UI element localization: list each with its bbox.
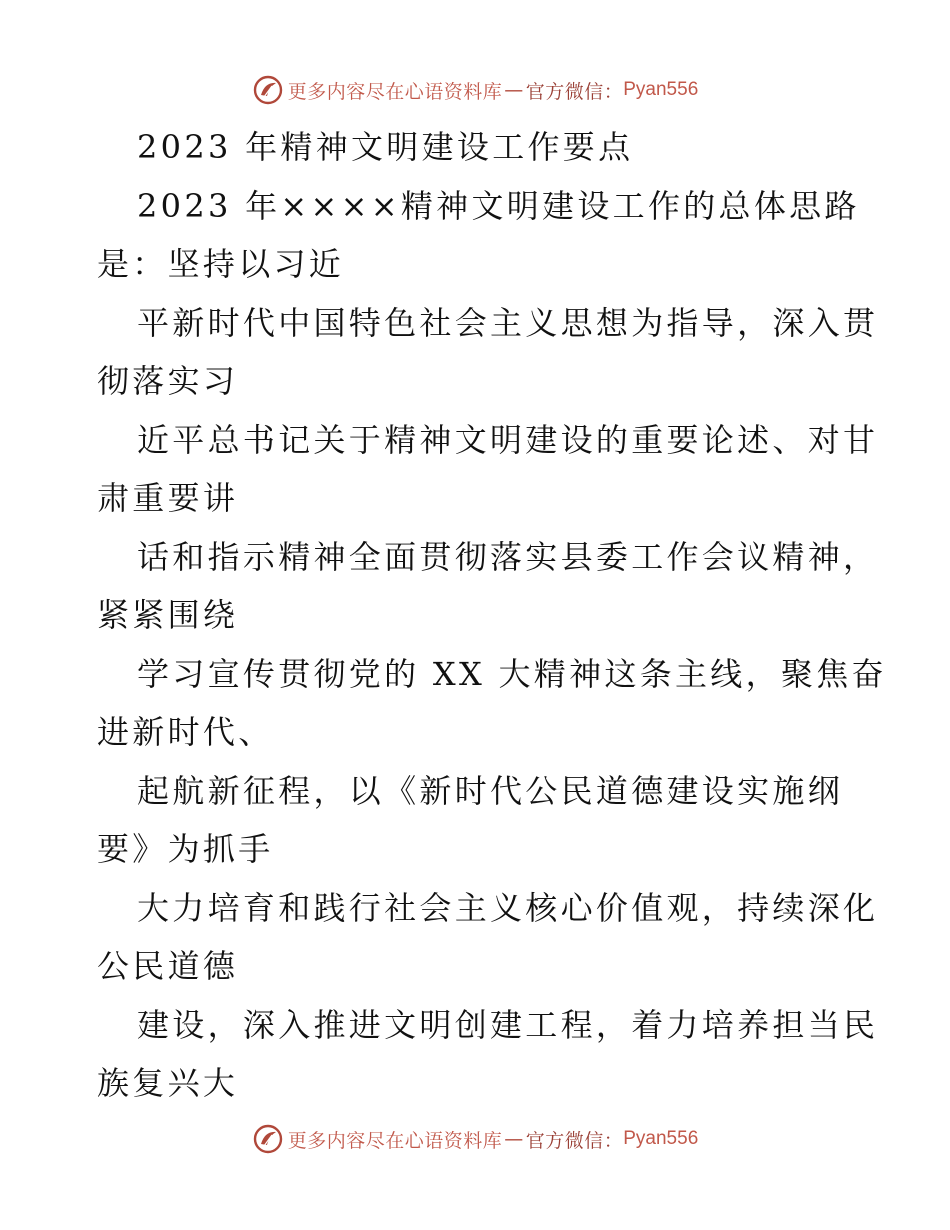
banner-separator: — — [504, 79, 524, 101]
paragraph-line: 大力培育和践行社会主义核心价值观，持续深化 — [137, 888, 879, 927]
paragraph-line: 进新时代、 — [97, 713, 274, 751]
paragraph-line: 肃重要讲 — [97, 479, 239, 517]
paragraph-line: 紧紧围绕 — [97, 596, 239, 634]
banner-official-label: 官方微信： — [525, 80, 624, 103]
paragraph-line: 是：坚持以习近 — [97, 245, 345, 283]
paragraph-line: 2023 年××××精神文明建设工作的总体思路 — [137, 186, 860, 225]
document-body — [97, 118, 887, 1113]
paragraph-line: 要》为抓手 — [97, 830, 274, 868]
banner-wechat-handle: Pyan556 — [623, 1128, 699, 1149]
paragraph-line: 话和指示精神全面贯彻落实县委工作会议精神， — [137, 537, 879, 576]
banner-brand-text: 更多内容尽在心语资料库 — [287, 80, 503, 103]
banner-official-label: 官方微信： — [525, 1129, 624, 1152]
paragraph-line: 族复兴大 — [97, 1064, 239, 1102]
paragraph-line: 平新时代中国特色社会主义思想为指导，深入贯 — [137, 303, 879, 342]
banner-wechat-handle: Pyan556 — [623, 79, 699, 100]
paragraph-line: 学习宣传贯彻党的 XX 大精神这条主线，聚焦奋 — [137, 654, 887, 693]
brand-logo-icon — [252, 1123, 284, 1155]
paragraph-line: 彻落实习 — [97, 362, 239, 400]
banner-brand-text: 更多内容尽在心语资料库 — [287, 1129, 503, 1152]
banner-separator: — — [504, 1128, 524, 1150]
brand-logo-icon — [252, 74, 284, 106]
paragraph-line: 建设，深入推进文明创建工程，着力培养担当民 — [137, 1005, 879, 1044]
paragraph-line: 近平总书记关于精神文明建设的重要论述、对甘 — [137, 420, 879, 459]
paragraph-line: 起航新征程，以《新时代公民道德建设实施纲 — [137, 771, 844, 810]
paragraph-line: 公民道德 — [97, 947, 239, 985]
header-watermark-banner — [0, 70, 950, 110]
document-title: 2023 年精神文明建设工作要点 — [137, 128, 634, 166]
footer-watermark-banner — [0, 1119, 950, 1159]
